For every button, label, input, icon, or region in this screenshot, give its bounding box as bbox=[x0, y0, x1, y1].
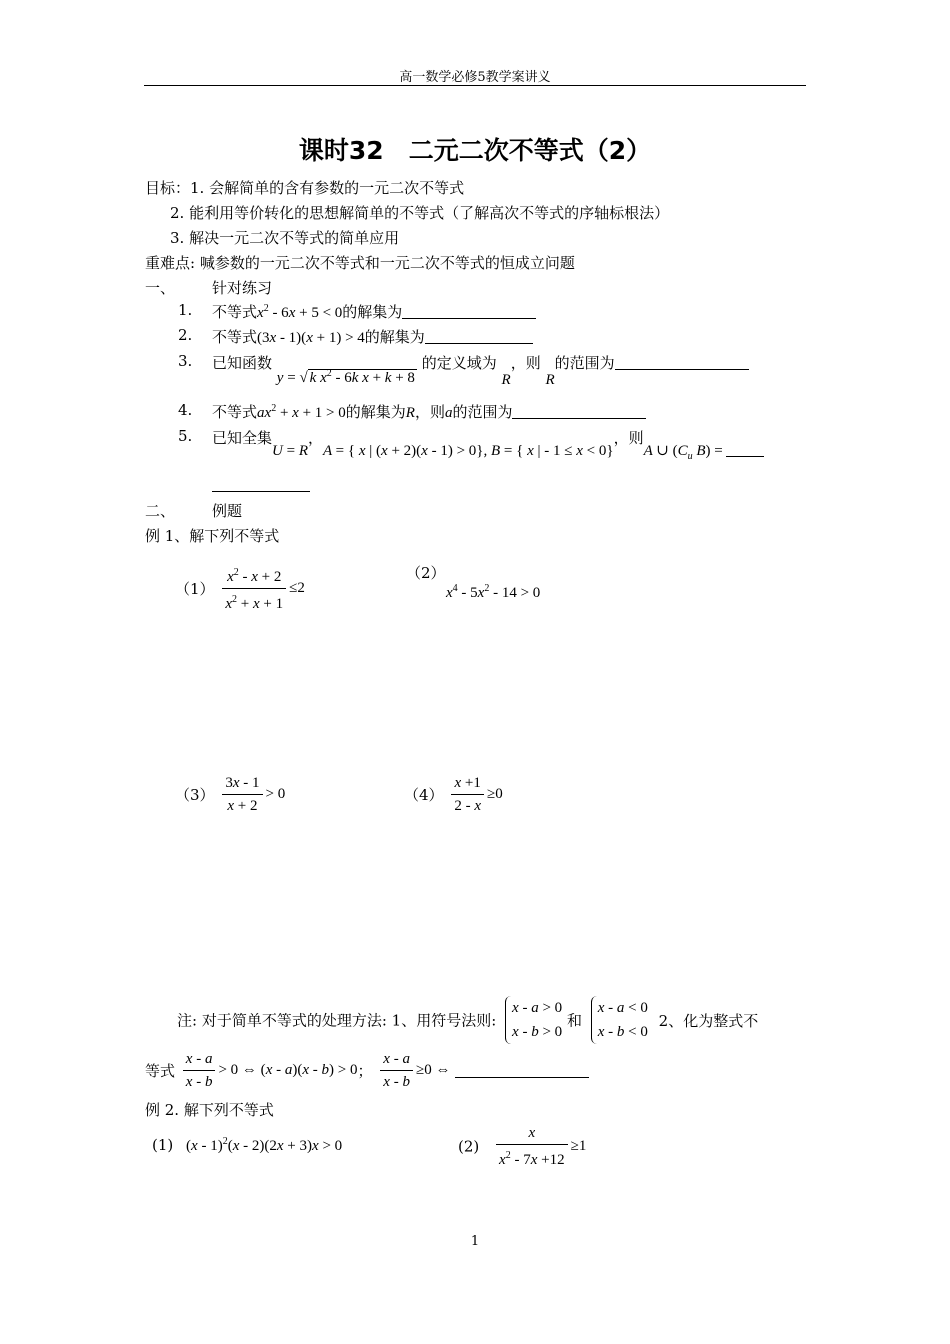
exercise-5-number: 5. bbox=[178, 427, 193, 445]
example-1-part-4: （4） $\frac{x +1}{2 - x}$ ≥0 bbox=[404, 772, 503, 817]
exercise-4: 不等式$ax^2 + x + 1 > 0$的解集为R，则a的范围为 bbox=[212, 401, 646, 422]
note-line-2: 等式 $\frac{x - a}{x - b}$ > 0 ⇔ (x - a)(x - b) > 0； $\frac{x - a}{x - b}$ ≥0 ⇔ bbox=[145, 1048, 589, 1093]
exercise-2-number: 2. bbox=[178, 326, 193, 344]
section-1-number: 一、 bbox=[145, 279, 176, 297]
page-number: 1 bbox=[470, 1234, 480, 1249]
system-positive: x - a > 0 x - b > 0 bbox=[505, 996, 562, 1044]
example-2-part-2: (2) $\frac{x}{x^2 - 7x +12}$ ≥1 bbox=[458, 1122, 586, 1171]
answer-blank[interactable] bbox=[402, 304, 536, 319]
exercise-1: 不等式$x^2 - 6x + 5 < 0$的解集为 bbox=[212, 301, 536, 322]
exercise-4-number: 4. bbox=[178, 401, 193, 419]
exercise-1-number: 1. bbox=[178, 301, 193, 319]
fraction: $\frac{x - a}{x - b}$ bbox=[380, 1048, 413, 1093]
answer-blank[interactable] bbox=[425, 329, 533, 344]
example-1-part-1: （1） $\frac{x^2 - x + 2}{x^2 + x + 1}$ ≤2 bbox=[175, 562, 305, 615]
goal-3: 3. 解决一元二次不等式的简单应用 bbox=[170, 229, 400, 247]
fraction: $\frac{x - a}{x - b}$ bbox=[183, 1048, 216, 1093]
fraction: $\frac{3x - 1}{x + 2}$ bbox=[222, 772, 262, 817]
fraction: $\frac{x^2 - x + 2}{x^2 + x + 1}$ bbox=[222, 562, 286, 615]
goal-2: 2. 能利用等价转化的思想解简单的不等式（了解高次不等式的序轴标根法） bbox=[170, 204, 670, 222]
example-1-part-3: （3） $\frac{3x - 1}{x + 2}$ > 0 bbox=[175, 772, 285, 817]
section-1-title: 针对练习 bbox=[212, 279, 273, 297]
answer-blank[interactable] bbox=[512, 404, 646, 419]
goal-1: 目标：1. 会解简单的含有参数的一元二次不等式 bbox=[145, 179, 465, 197]
note-line-1: 注: 对于简单不等式的处理方法: 1、用符号法则: x - a > 0 x - b > 0 和 x - a < 0 x - b < 0 2、化为整式不 bbox=[177, 996, 758, 1044]
example-1-label: 例 1、解下列不等式 bbox=[145, 527, 280, 545]
answer-blank-continued[interactable] bbox=[212, 477, 310, 492]
system-negative: x - a < 0 x - b < 0 bbox=[591, 996, 648, 1044]
answer-blank[interactable] bbox=[615, 355, 749, 370]
exercise-3-number: 3. bbox=[178, 352, 193, 370]
exercise-3: 已知函数 y = √ k $x^2 - 6k$ x + k + 8 的定义域为 R，则 R的范围为 bbox=[212, 352, 749, 389]
lesson-title: 课时32 二元二次不等式（2） bbox=[298, 136, 652, 165]
key-points: 重难点: 喊参数的一元二次不等式和一元二次不等式的恒成立问题 bbox=[145, 254, 575, 272]
fraction: $\frac{x}{x^2 - 7x +12}$ bbox=[496, 1122, 568, 1171]
exercise-2: 不等式(3x - 1)(x + 1) > 4的解集为 bbox=[212, 326, 533, 347]
example-2-label: 例 2. 解下列不等式 bbox=[145, 1101, 274, 1119]
page-header: 高一数学必修5教学案讲义 bbox=[399, 70, 551, 85]
fraction: $\frac{x +1}{2 - x}$ bbox=[451, 772, 484, 817]
section-2-title: 例题 bbox=[212, 502, 243, 520]
example-2-part-1: (1) (x - 1)$^2$(x - 2)(2x + 3)x > 0 bbox=[152, 1136, 343, 1154]
answer-blank[interactable] bbox=[726, 442, 764, 457]
header-rule bbox=[144, 85, 806, 86]
example-1-part-2: （2） $x^4 - 5x^2 - 14 > 0$ bbox=[406, 564, 541, 601]
exercise-5: 已知全集U = R，A = { x | (x + 2)(x - 1) > 0}, B = { x | - 1 ≤ x < 0}，则A ∪ ($C_u$ B) = bbox=[212, 427, 764, 462]
answer-blank[interactable] bbox=[455, 1063, 589, 1078]
section-2-number: 二、 bbox=[145, 502, 176, 520]
